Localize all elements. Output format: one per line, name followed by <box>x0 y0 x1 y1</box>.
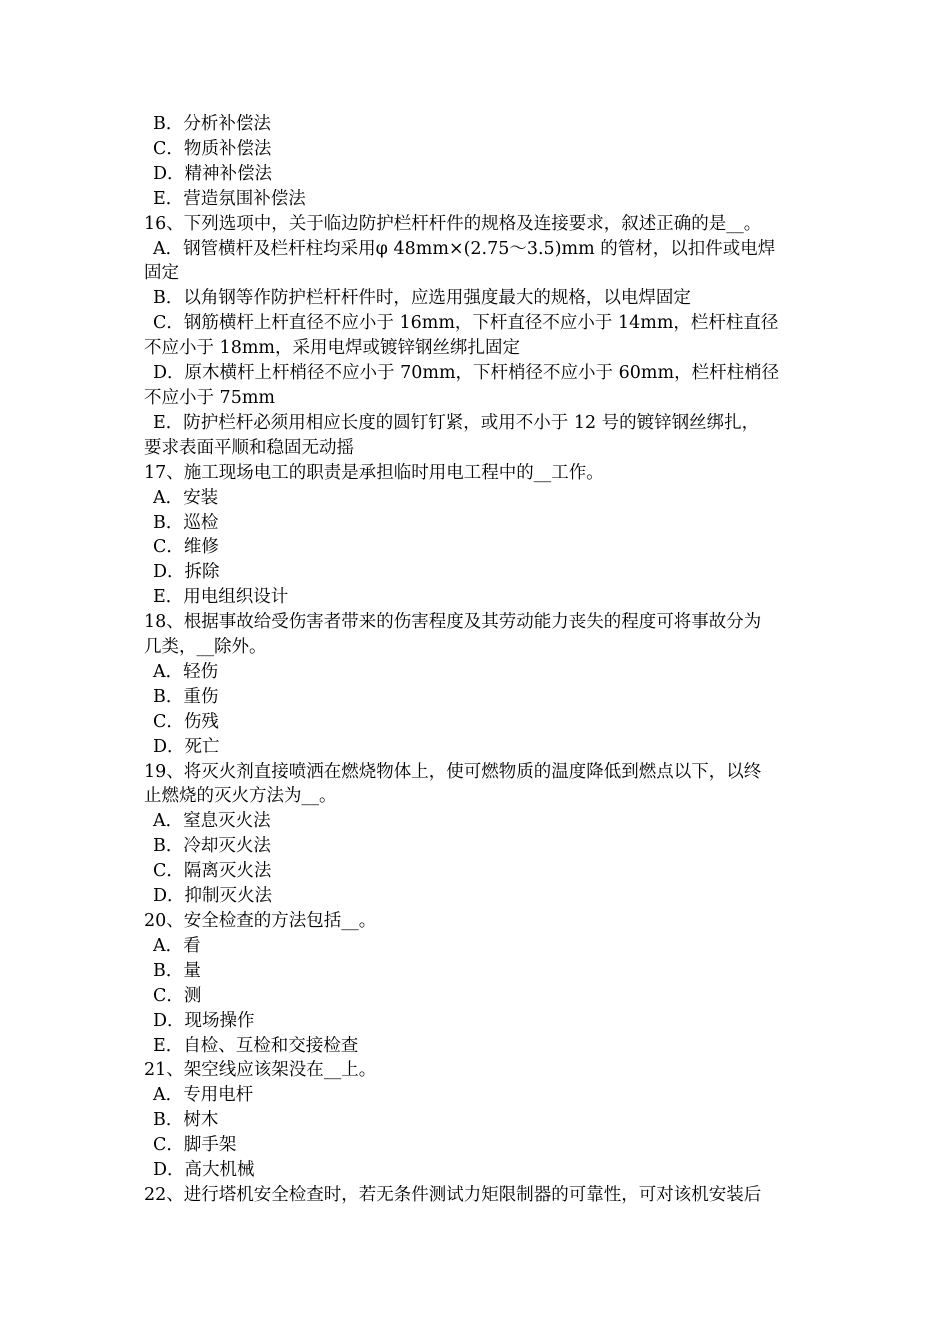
question-line: 17、施工现场电工的职责是承担临时用电工程中的__工作。 <box>144 462 604 483</box>
option-line: B．量 <box>153 960 201 981</box>
option-line: E．防护栏杆必须用相应长度的圆钉钉紧，或用不小于 12 号的镀锌钢丝绑扎， <box>153 412 760 433</box>
option-line: B．分析补偿法 <box>153 114 271 134</box>
option-line: C．钢筋横杆上杆直径不应小于 16mm，下杆直径不应小于 14mm，栏杆柱直径 <box>153 313 779 334</box>
option-line: B．以角钢等作防护栏杆杆件时，应选用强度最大的规格，以电焊固定 <box>153 288 691 309</box>
option-line: C．维修 <box>153 537 219 558</box>
option-line: B．重伤 <box>153 686 219 707</box>
option-line: E．营造氛围补偿法 <box>153 188 306 209</box>
option-line: D．拆除 <box>153 562 220 583</box>
option-line: A．看 <box>153 935 201 956</box>
document-page <box>144 112 810 1208</box>
option-line: E．用电组织设计 <box>153 587 289 608</box>
question-line: 20、安全检查的方法包括__。 <box>144 911 377 931</box>
option-line: C．伤残 <box>153 711 219 732</box>
option-line: C．测 <box>153 985 202 1006</box>
option-line: E．自检、互检和交接检查 <box>153 1035 359 1056</box>
continuation-line: 要求表面平顺和稳固无动摇 <box>144 437 354 458</box>
question-line: 16、下列选项中，关于临边防护栏杆杆件的规格及连接要求，叙述正确的是__。 <box>144 213 762 234</box>
option-line: D．死亡 <box>153 736 220 757</box>
question-line: 19、将灭火剂直接喷洒在燃烧物体上，使可燃物质的温度降低到燃点以下，以终 <box>144 761 762 782</box>
continuation-line: 固定 <box>144 263 179 284</box>
question-line: 18、根据事故给受伤害者带来的伤害程度及其劳动能力丧失的程度可将事故分为 <box>144 612 762 633</box>
option-line: A．窒息灭火法 <box>153 811 271 832</box>
continuation-line: 不应小于 18mm，采用电焊或镀锌钢丝绑扎固定 <box>144 338 521 359</box>
question-line: 21、架空线应该架没在__上。 <box>144 1060 377 1081</box>
option-line: B．巡检 <box>153 512 219 533</box>
option-line: B．树木 <box>153 1110 219 1131</box>
option-line: D．原木横杆上杆梢径不应小于 70mm，下杆梢径不应小于 60mm，栏杆柱梢径 <box>153 363 780 384</box>
option-line: A．钢管横杆及栏杆柱均采用φ 48mm×(2.75～3.5)mm 的管材，以扣件或电焊 <box>153 238 776 259</box>
continuation-line: 不应小于 75mm <box>144 387 276 408</box>
option-line: D．抑制灭火法 <box>153 886 273 907</box>
option-line: C．物质补偿法 <box>153 138 272 159</box>
continuation-line: 止燃烧的灭火方法为__。 <box>144 786 337 807</box>
option-line: A．轻伤 <box>153 661 219 682</box>
option-line: B．冷却灭火法 <box>153 836 271 857</box>
continuation-line: 几类，__除外。 <box>144 637 267 658</box>
option-line: D．高大机械 <box>153 1160 255 1181</box>
question-line: 22、进行塔机安全检查时，若无条件测试力矩限制器的可靠性，可对该机安装后 <box>144 1184 762 1205</box>
option-line: A．专用电杆 <box>153 1085 254 1106</box>
option-line: D．现场操作 <box>153 1010 255 1031</box>
option-line: C．隔离灭火法 <box>153 861 272 882</box>
option-line: C．脚手架 <box>153 1135 237 1156</box>
option-line: A．安装 <box>153 487 219 508</box>
option-line: D．精神补偿法 <box>153 163 273 184</box>
